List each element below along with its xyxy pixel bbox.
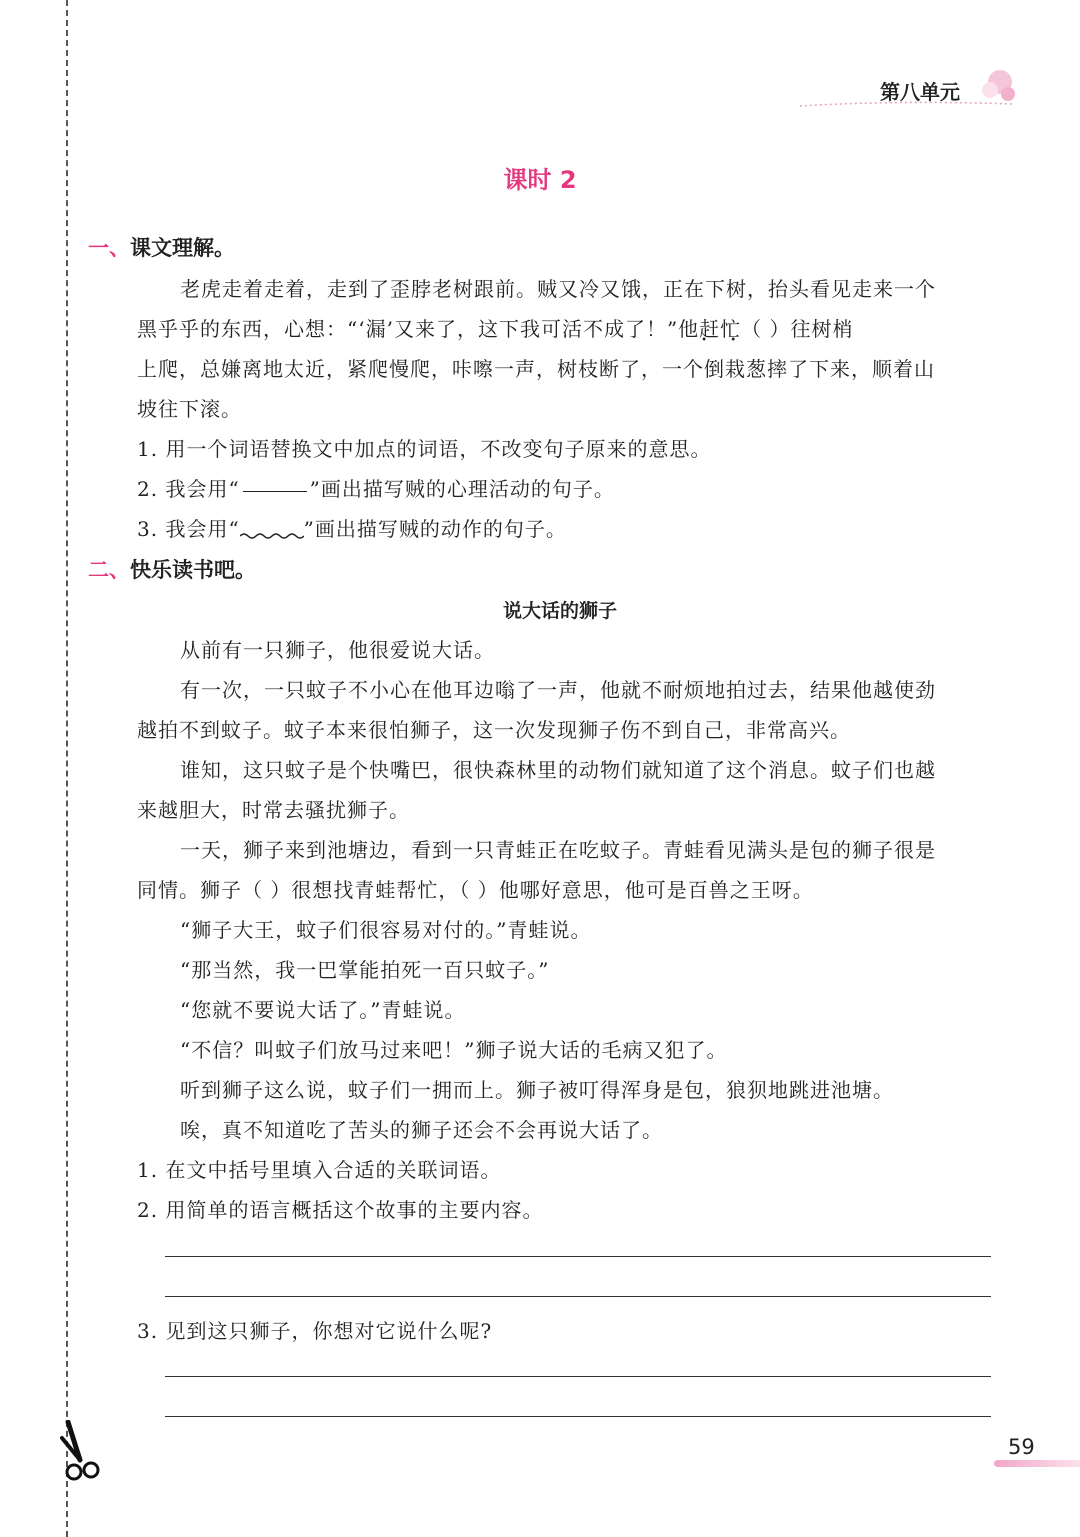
answer-line[interactable] (165, 1256, 991, 1257)
straight-underline-sample (243, 491, 307, 492)
story-line: 一天，狮子来到池塘边，看到一只青蛙正在吃蚊子。青蛙看见满头是包的狮子很是 (180, 838, 936, 862)
section-title: 快乐读书吧。 (130, 558, 256, 582)
question-text: ”画出描写贼的动作的句子。 (303, 517, 567, 541)
story-line: 听到狮子这么说，蚊子们一拥而上。狮子被叮得浑身是包，狼狈地跳进池塘。 (180, 1078, 894, 1102)
question: 2. 用简单的语言概括这个故事的主要内容。 (137, 1198, 544, 1222)
question: 1. 用一个词语替换文中加点的词语，不改变句子原来的意思。 (137, 437, 712, 461)
answer-line[interactable] (165, 1296, 991, 1297)
question: 3. 见到这只狮子，你想对它说什么呢? (137, 1319, 493, 1343)
passage-text: （ ）往树梢 (741, 317, 854, 341)
question-text: 3. 我会用“ (137, 517, 240, 541)
section-heading-2 (88, 554, 256, 584)
question (137, 473, 615, 502)
section-number: 一、 (88, 236, 130, 260)
question: 1. 在文中括号里填入合适的关联词语。 (137, 1158, 502, 1182)
story-line: 同情。狮子（ ）很想找青蛙帮忙，（ ）他哪好意思，他可是百兽之王呀。 (137, 878, 814, 902)
question-text: ”画出描写贼的心理活动的句子。 (309, 477, 615, 501)
story-line: “您就不要说大话了。”青蛙说。 (180, 998, 466, 1022)
story-line: “狮子大王，蚊子们很容易对付的。”青蛙说。 (180, 918, 592, 942)
passage-line: 坡往下滚。 (137, 397, 242, 421)
page-bar (994, 1460, 1080, 1467)
story-line: 唉，真不知道吃了苦头的狮子还会不会再说大话了。 (180, 1118, 663, 1142)
question-text: 2. 我会用“ (137, 477, 240, 501)
section-heading-1 (88, 232, 235, 262)
story-title: 说大话的狮子 (502, 600, 617, 622)
wavy-underline-sample (240, 532, 304, 540)
story-line: “那当然，我一巴掌能拍死一百只蚊子。” (180, 958, 550, 982)
story-line: 有一次，一只蚊子不小心在他耳边嗡了一声，他就不耐烦地拍过去，结果他越使劲 (180, 678, 936, 702)
section-title: 课文理解。 (130, 236, 235, 260)
passage-line: 上爬，总嫌离地太近，紧爬慢爬，咔嚓一声，树枝断了，一个倒栽葱摔了下来，顺着山 (137, 357, 935, 381)
story-line: 来越胆大，时常去骚扰狮子。 (137, 798, 410, 822)
lesson-title: 课时 2 (503, 166, 577, 194)
question (137, 513, 567, 542)
passage-text: 黑乎乎的东西，心想：“‘漏’又来了，这下我可活不成了！”他 (137, 317, 700, 341)
answer-line[interactable] (165, 1416, 991, 1417)
section-number: 二、 (88, 558, 130, 582)
flower-deco-icon (790, 62, 1020, 114)
scissors-icon (58, 1420, 104, 1484)
story-line: “不信？叫蚊子们放马过来吧！”狮子说大话的毛病又犯了。 (180, 1038, 728, 1062)
answer-line[interactable] (165, 1376, 991, 1377)
passage-line (137, 313, 854, 342)
story-line: 越拍不到蚊子。蚊子本来很怕狮子，这一次发现狮子伤不到自己，非常高兴。 (137, 718, 851, 742)
unit-header: 第八单元 (880, 80, 960, 104)
cut-line (66, 0, 68, 1537)
page-number: 59 (1008, 1435, 1035, 1459)
passage-line: 老虎走着走着，走到了歪脖老树跟前。贼又冷又饿，正在下树，抬头看见走来一个 (180, 277, 936, 301)
dotted-word: 赶忙 • • (699, 313, 741, 342)
story-line: 从前有一只狮子，他很爱说大话。 (180, 638, 495, 662)
story-line: 谁知，这只蚊子是个快嘴巴，很快森林里的动物们就知道了这个消息。蚊子们也越 (180, 758, 936, 782)
